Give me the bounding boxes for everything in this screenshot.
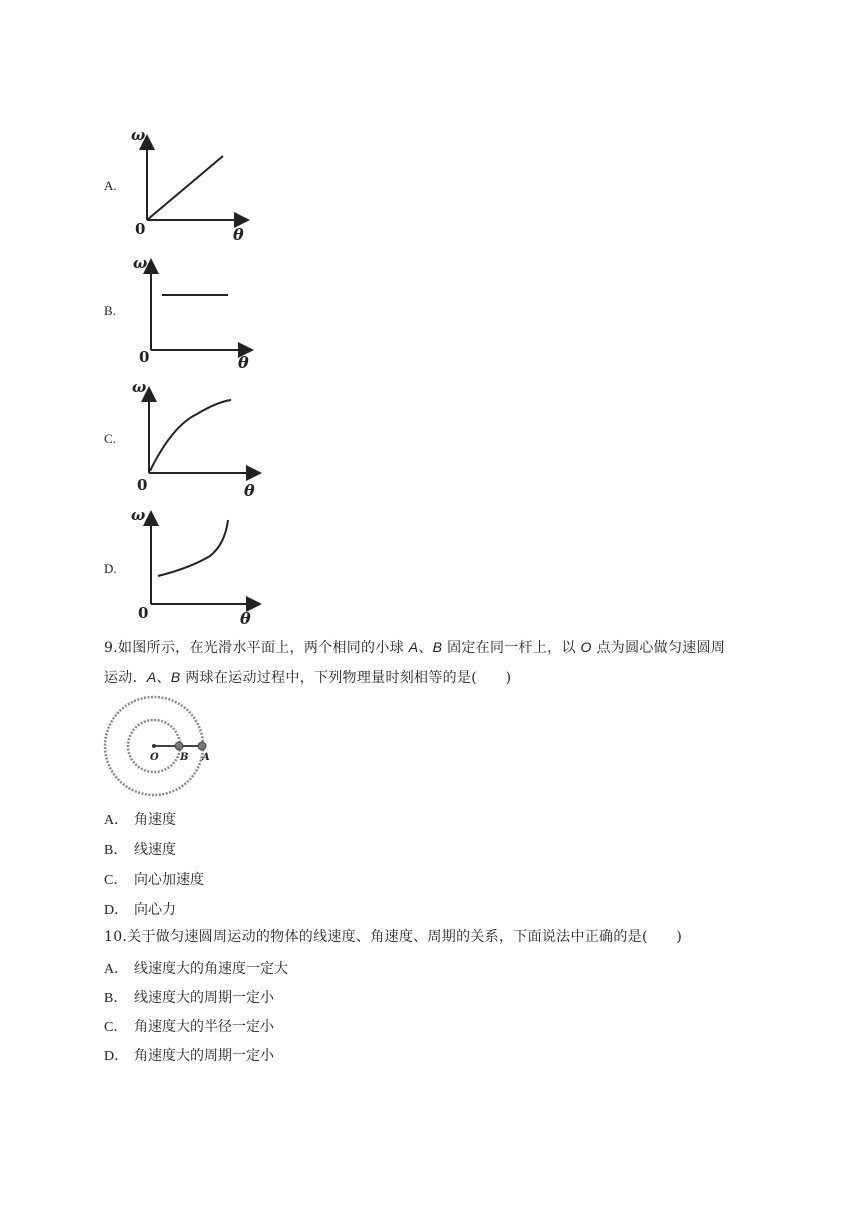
y-axis-label: ω: [132, 378, 147, 396]
question-9-line-1: 9.如图所示，在光滑水平面上，两个相同的小球 A、B 固定在同一杆上，以 O 点为圆心做匀速圆周: [104, 639, 726, 656]
question-10-stem: 10.关于做匀速圆周运动的物体的线速度、角速度、周期的关系，下面说法中正确的是( ): [104, 929, 683, 945]
q9-option-c[interactable]: C． 向心加速度: [104, 872, 204, 888]
option-b-label: B.: [104, 303, 116, 318]
question-9-line-2: 运动．A、B 两球在运动过程中，下列物理量时刻相等的是( ): [104, 669, 512, 686]
option-b-graph: [130, 250, 260, 372]
curve-line: [158, 520, 228, 576]
curve-line: [150, 400, 231, 471]
option-a-graph: [126, 122, 256, 244]
origin-label: 0: [135, 220, 146, 238]
option-c-graph: [132, 376, 262, 498]
q10-option-d[interactable]: D． 角速度大的周期一定小: [104, 1048, 274, 1064]
q9-option-b[interactable]: B． 线速度: [104, 842, 176, 858]
y-axis-label: ω: [133, 254, 148, 272]
concentric-circles-figure: [100, 694, 210, 798]
curve-line: [147, 156, 223, 220]
x-axis-label: θ: [238, 353, 249, 372]
option-d-graph: [130, 504, 262, 626]
label-o: O: [150, 752, 159, 763]
ball-a: [198, 742, 206, 750]
q10-option-c[interactable]: C． 角速度大的半径一定小: [104, 1019, 274, 1035]
y-axis-label: ω: [131, 126, 146, 144]
y-axis-label: ω: [131, 506, 146, 524]
label-a: A: [202, 752, 210, 763]
option-c-label: C.: [104, 431, 116, 446]
option-a-label: A.: [104, 178, 117, 193]
x-axis-label: θ: [244, 481, 255, 498]
q10-option-b[interactable]: B． 线速度大的周期一定小: [104, 990, 274, 1006]
x-axis-label: θ: [240, 609, 251, 626]
q10-option-a[interactable]: A． 线速度大的角速度一定大: [104, 961, 288, 977]
center-point: [152, 744, 156, 748]
origin-label: 0: [137, 476, 148, 494]
option-d-label: D.: [104, 561, 117, 576]
ball-b: [175, 742, 183, 750]
label-b: B: [180, 752, 189, 763]
x-axis-label: θ: [233, 225, 244, 244]
origin-label: 0: [138, 604, 149, 622]
question-9-stem: [104, 636, 784, 689]
q9-option-d[interactable]: D． 向心力: [104, 902, 176, 918]
q9-option-a[interactable]: A． 角速度: [104, 812, 176, 828]
origin-label: 0: [139, 348, 150, 366]
